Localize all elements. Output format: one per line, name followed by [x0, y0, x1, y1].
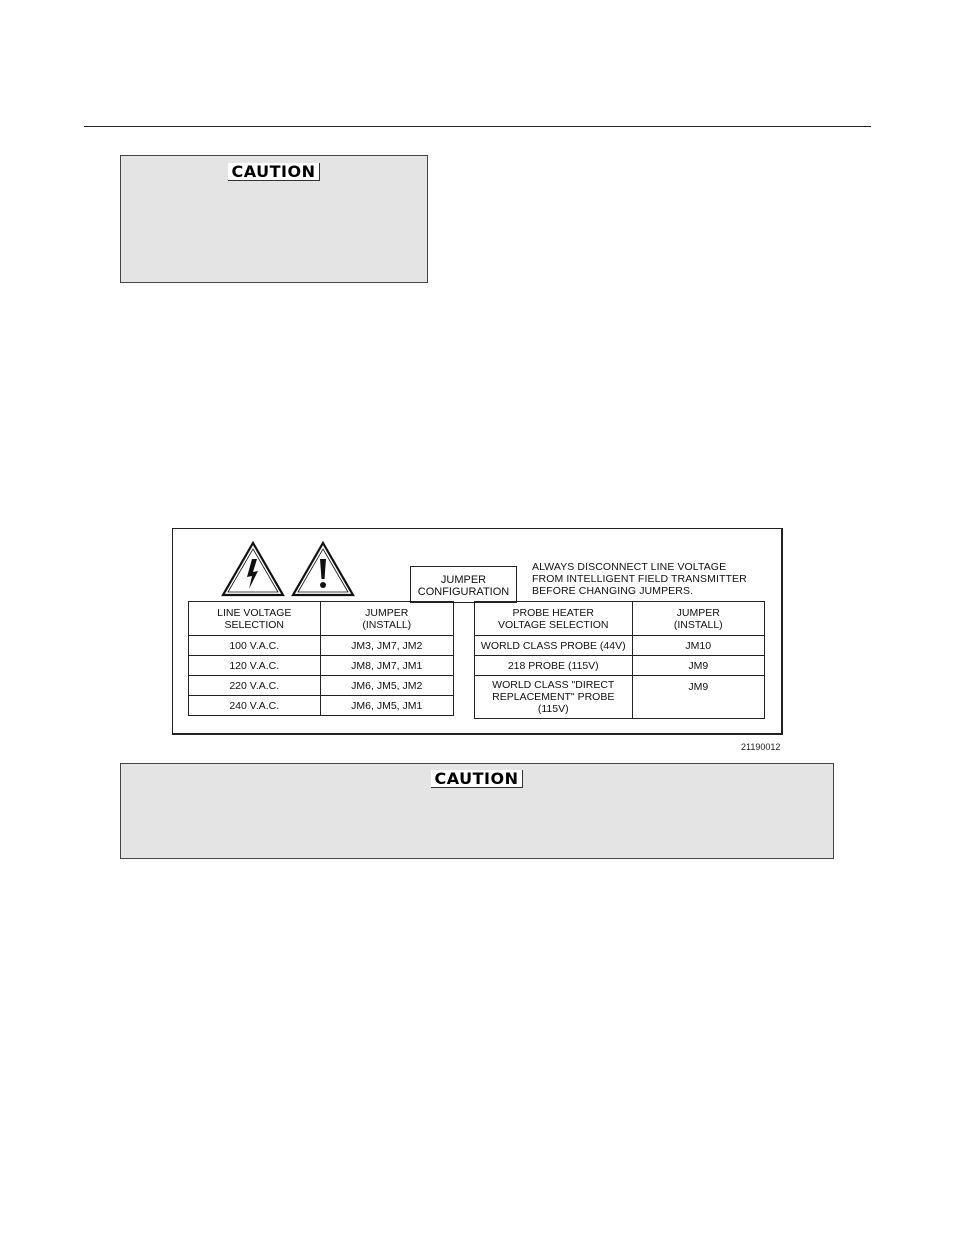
table-cell: JM9	[632, 676, 764, 719]
table-cell: 240 V.A.C.	[189, 696, 321, 716]
probe-heater-table	[474, 601, 765, 719]
table-cell: WORLD CLASS PROBE (44V)	[475, 636, 633, 656]
table-cell: JM8, JM7, JM1	[320, 656, 453, 676]
figure-id: 21190012	[741, 742, 781, 752]
table-row	[475, 676, 765, 719]
table-header-row	[475, 602, 765, 636]
header-rule	[84, 126, 871, 127]
caution-box-top	[120, 155, 428, 283]
table-header: PROBE HEATER VOLTAGE SELECTION	[475, 602, 633, 636]
table-row	[475, 636, 765, 656]
table-row	[189, 656, 454, 676]
table-row	[475, 656, 765, 676]
caution-title	[121, 770, 833, 789]
caution-title	[121, 163, 427, 182]
table-row	[189, 636, 454, 656]
table-cell: 220 V.A.C.	[189, 676, 321, 696]
jumper-configuration-box	[410, 566, 517, 603]
table-cell: 100 V.A.C.	[189, 636, 321, 656]
table-cell: JM6, JM5, JM1	[320, 696, 453, 716]
table-cell: JM6, JM5, JM2	[320, 676, 453, 696]
table-row	[189, 676, 454, 696]
caution-box-bottom	[120, 763, 834, 859]
table-cell: JM10	[632, 636, 764, 656]
electric-shock-warning-icon	[221, 541, 285, 597]
line-voltage-table	[188, 601, 454, 716]
table-header: JUMPER (INSTALL)	[320, 602, 453, 636]
table-cell: 218 PROBE (115V)	[475, 656, 633, 676]
caution-label: CAUTION	[228, 163, 321, 181]
table-row	[189, 696, 454, 716]
table-cell: 120 V.A.C.	[189, 656, 321, 676]
table-header: LINE VOLTAGE SELECTION	[189, 602, 321, 636]
jumper-configuration-text: JUMPER CONFIGURATION	[417, 574, 510, 598]
table-header-row	[189, 602, 454, 636]
table-header: JUMPER (INSTALL)	[632, 602, 764, 636]
jumper-configuration-label	[172, 528, 783, 735]
table-cell: WORLD CLASS "DIRECT REPLACEMENT" PROBE (115V)	[475, 676, 633, 719]
disconnect-warning-text: ALWAYS DISCONNECT LINE VOLTAGE FROM INTELLIGENT FIELD TRANSMITTER BEFORE CHANGING JUMPERS.	[532, 561, 747, 597]
caution-label: CAUTION	[431, 770, 524, 788]
table-cell: JM3, JM7, JM2	[320, 636, 453, 656]
table-cell: JM9	[632, 656, 764, 676]
general-warning-icon	[291, 541, 355, 597]
